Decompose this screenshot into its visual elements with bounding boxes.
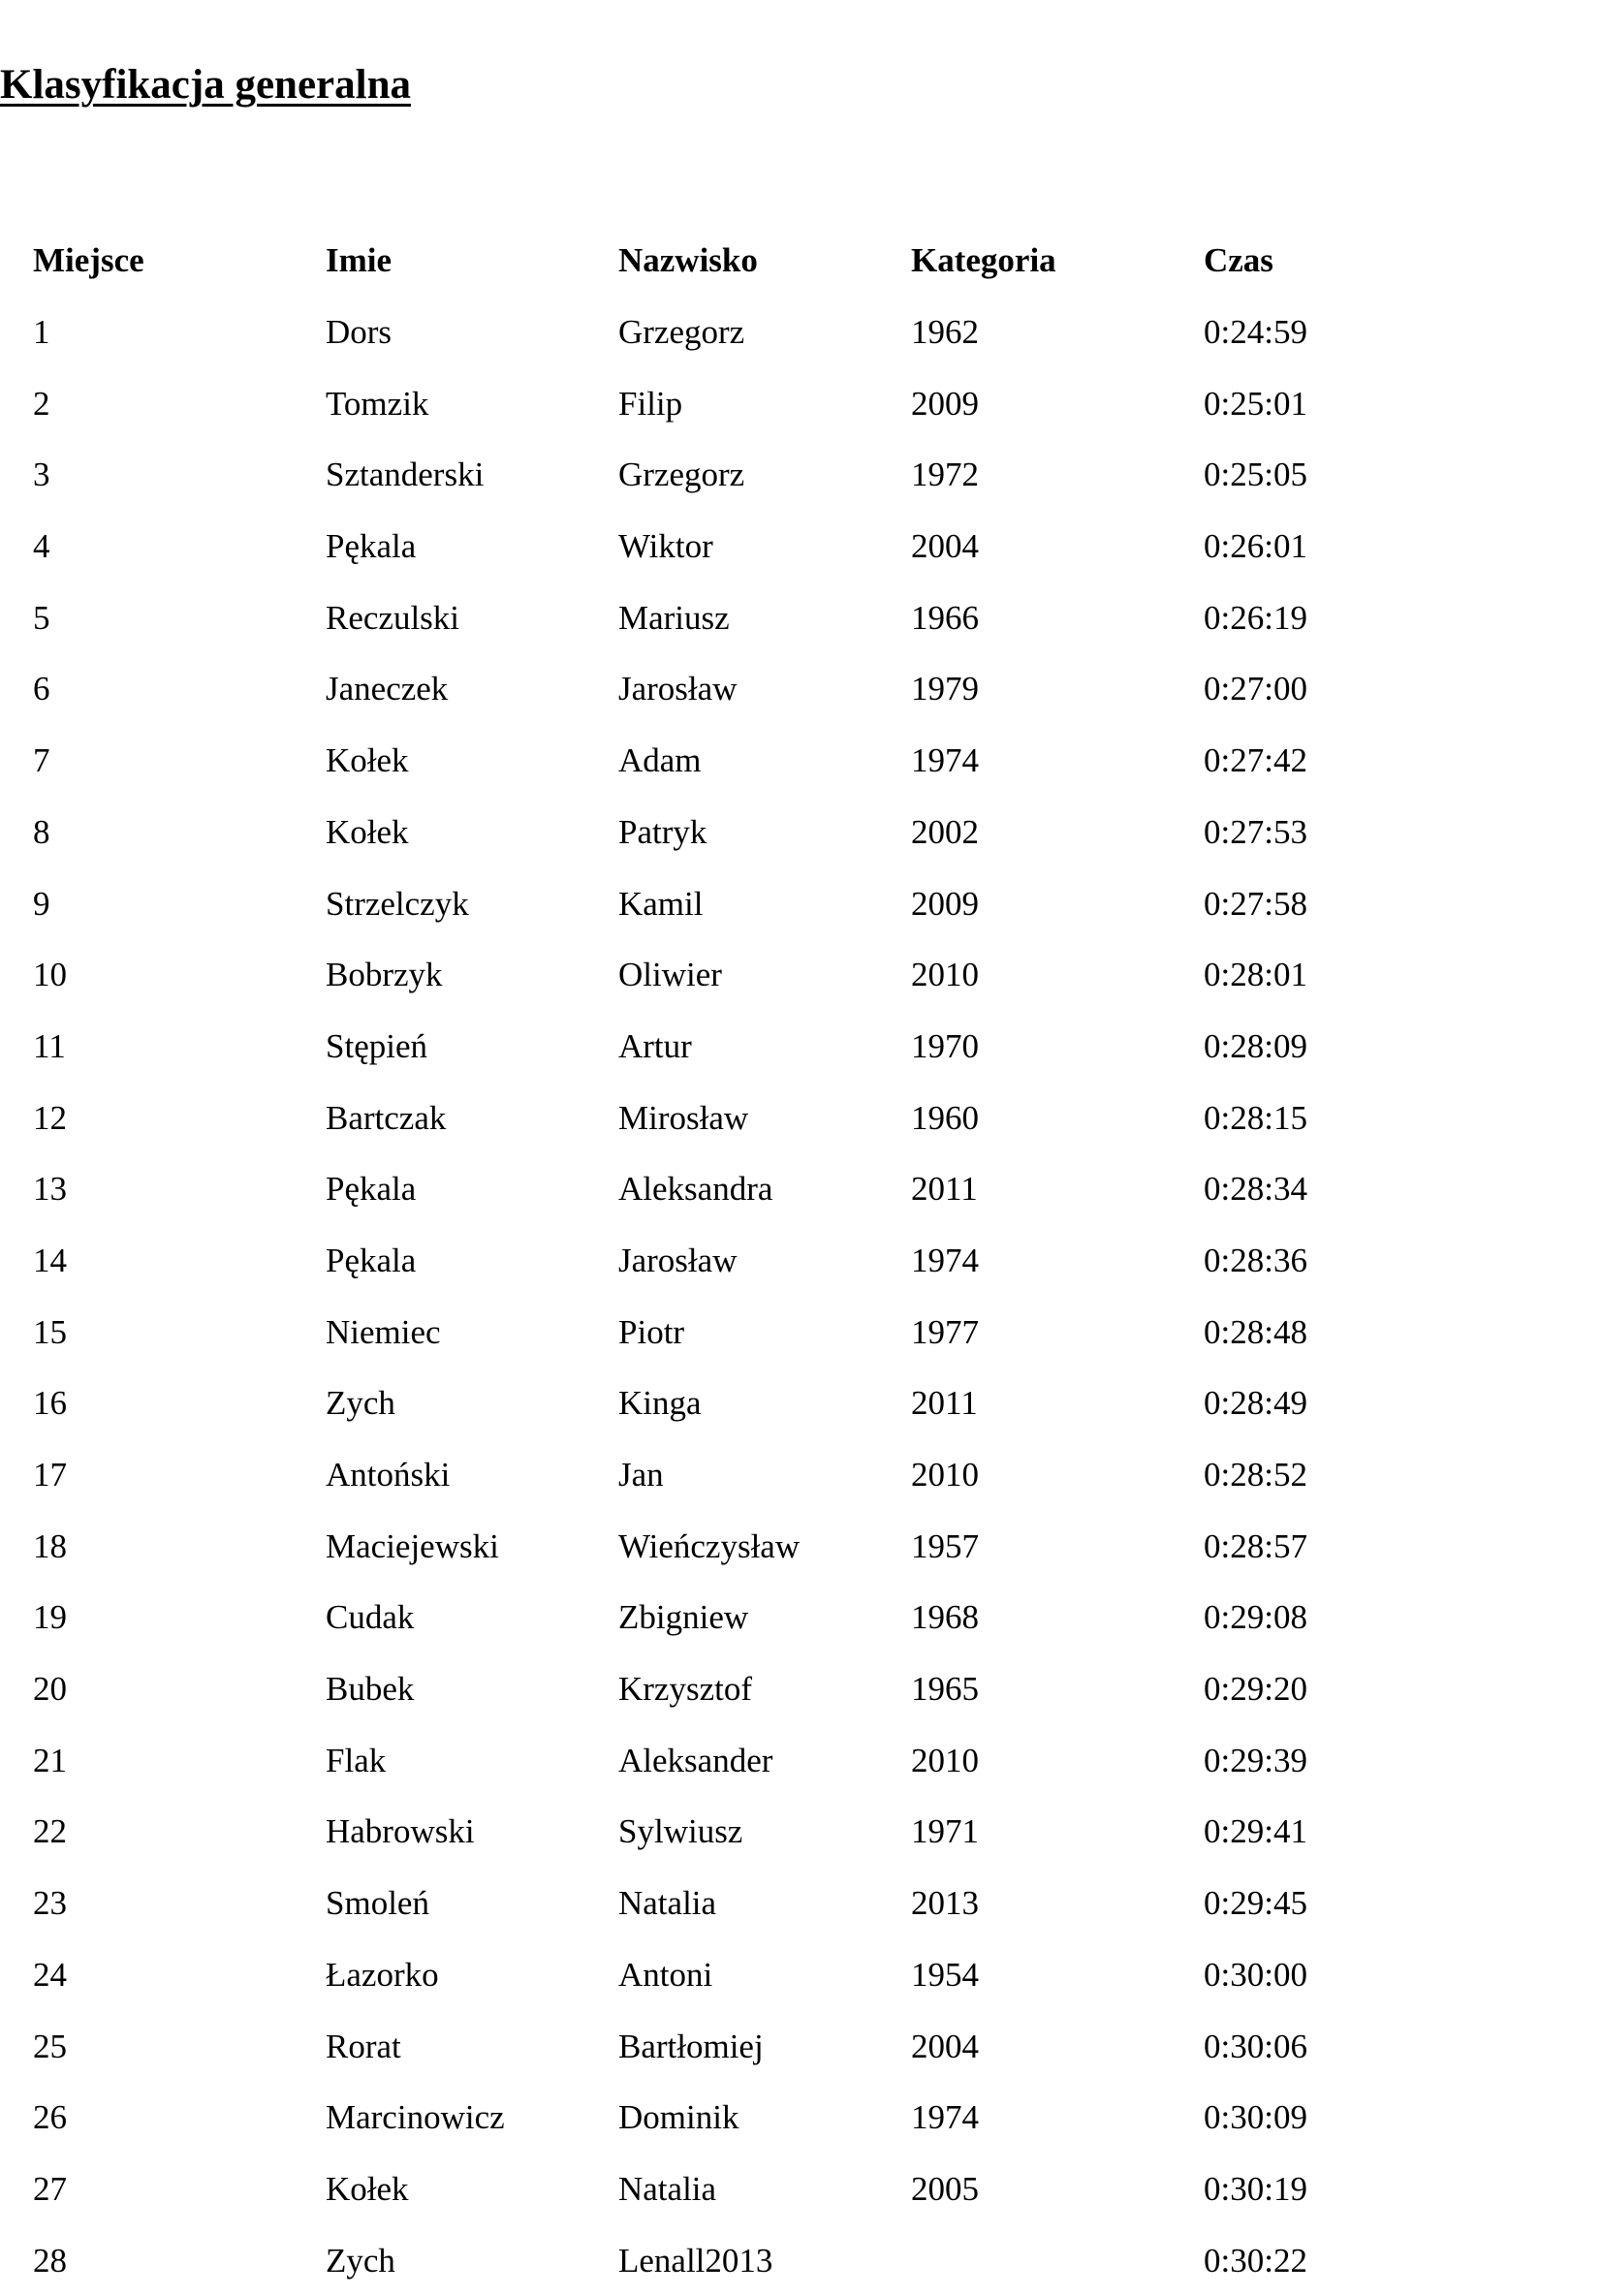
cell-czas: 0:28:34 <box>1204 1170 1307 1209</box>
cell-imie: Flak <box>326 1741 387 1779</box>
table-body <box>33 297 1351 2296</box>
cell-nazwisko: Sylwiusz <box>618 1812 743 1851</box>
cell-kategoria: 2011 <box>911 1170 978 1209</box>
cell-nazwisko: Kinga <box>618 1384 702 1423</box>
cell-czas: 0:28:09 <box>1204 1026 1307 1065</box>
cell-imie: Dors <box>326 313 393 352</box>
cell-nazwisko: Jan <box>618 1456 664 1494</box>
cell-kategoria: 1966 <box>911 598 979 637</box>
cell-kategoria: 1968 <box>911 1598 979 1637</box>
cell-miejsce: 19 <box>33 1598 67 1637</box>
cell-imie: Bobrzyk <box>326 956 443 994</box>
cell-nazwisko: Natalia <box>618 1884 717 1923</box>
cell-kategoria: 1972 <box>911 456 979 494</box>
cell-czas: 0:28:01 <box>1204 956 1307 994</box>
cell-imie: Bubek <box>326 1670 415 1709</box>
header-nazwisko: Nazwisko <box>618 241 758 280</box>
header-kategoria: Kategoria <box>911 241 1056 280</box>
cell-kategoria: 1962 <box>911 313 979 352</box>
cell-kategoria: 2004 <box>911 2027 979 2065</box>
cell-nazwisko: Filip <box>618 384 683 423</box>
cell-nazwisko: Patryk <box>618 812 707 851</box>
cell-czas: 0:30:06 <box>1204 2027 1307 2065</box>
cell-imie: Smoleń <box>326 1884 429 1923</box>
table-row <box>33 439 1351 511</box>
table-row <box>33 797 1351 868</box>
cell-miejsce: 12 <box>33 1098 67 1137</box>
cell-czas: 0:24:59 <box>1204 313 1307 352</box>
cell-nazwisko: Wieńczysław <box>618 1526 801 1565</box>
cell-nazwisko: Kamil <box>618 884 704 923</box>
table-row <box>33 1296 1351 1368</box>
cell-imie: Sztanderski <box>326 456 485 494</box>
table-row <box>33 1439 1351 1511</box>
table-row <box>33 1510 1351 1582</box>
cell-imie: Strzelczyk <box>326 884 469 923</box>
cell-kategoria: 1977 <box>911 1312 979 1351</box>
cell-miejsce: 26 <box>33 2098 67 2137</box>
cell-miejsce: 7 <box>33 741 50 780</box>
cell-imie: Janeczek <box>326 670 449 708</box>
cell-miejsce: 2 <box>33 384 50 423</box>
cell-czas: 0:28:52 <box>1204 1456 1307 1494</box>
cell-czas: 0:28:57 <box>1204 1526 1307 1565</box>
cell-miejsce: 8 <box>33 812 50 851</box>
cell-miejsce: 25 <box>33 2027 67 2065</box>
cell-imie: Habrowski <box>326 1812 475 1851</box>
cell-miejsce: 11 <box>33 1026 66 1065</box>
cell-miejsce: 6 <box>33 670 50 708</box>
cell-kategoria: 2010 <box>911 1741 979 1779</box>
cell-imie: Kołek <box>326 741 409 780</box>
header-miejsce: Miejsce <box>33 241 144 280</box>
cell-kategoria: 1979 <box>911 670 979 708</box>
cell-czas: 0:25:05 <box>1204 456 1307 494</box>
cell-imie: Pękala <box>326 1170 417 1209</box>
table-row <box>33 367 1351 439</box>
cell-imie: Bartczak <box>326 1098 447 1137</box>
cell-miejsce: 10 <box>33 956 67 994</box>
table-row <box>33 939 1351 1011</box>
cell-kategoria: 1974 <box>911 1241 979 1279</box>
table-row <box>33 2010 1351 2082</box>
cell-kategoria: 1971 <box>911 1812 979 1851</box>
cell-miejsce: 23 <box>33 1884 67 1923</box>
cell-imie: Cudak <box>326 1598 415 1637</box>
cell-miejsce: 4 <box>33 527 50 566</box>
cell-imie: Reczulski <box>326 598 460 637</box>
cell-miejsce: 14 <box>33 1241 67 1279</box>
cell-nazwisko: Oliwier <box>618 956 722 994</box>
cell-nazwisko: Grzegorz <box>618 313 745 352</box>
table-row <box>33 1368 1351 1439</box>
table-row <box>33 867 1351 939</box>
cell-miejsce: 16 <box>33 1384 67 1423</box>
cell-kategoria: 2009 <box>911 884 979 923</box>
cell-nazwisko: Natalia <box>618 2169 717 2208</box>
table-row <box>33 1724 1351 1796</box>
cell-czas: 0:27:42 <box>1204 741 1307 780</box>
table-row <box>33 1225 1351 1297</box>
table-row <box>33 2082 1351 2154</box>
table-row <box>33 1939 1351 2011</box>
cell-nazwisko: Zbigniew <box>618 1598 749 1637</box>
cell-kategoria: 1965 <box>911 1670 979 1709</box>
table-row <box>33 1653 1351 1725</box>
cell-kategoria: 2009 <box>911 384 979 423</box>
cell-nazwisko: Jarosław <box>618 670 738 708</box>
cell-czas: 0:26:19 <box>1204 598 1307 637</box>
cell-czas: 0:28:48 <box>1204 1312 1307 1351</box>
cell-czas: 0:29:45 <box>1204 1884 1307 1923</box>
cell-czas: 0:29:41 <box>1204 1812 1307 1851</box>
cell-nazwisko: Artur <box>618 1026 692 1065</box>
cell-kategoria: 2002 <box>911 812 979 851</box>
cell-imie: Pękala <box>326 1241 417 1279</box>
cell-kategoria: 2011 <box>911 1384 978 1423</box>
cell-nazwisko: Wiktor <box>618 527 713 566</box>
cell-imie: Tomzik <box>326 384 429 423</box>
cell-czas: 0:26:01 <box>1204 527 1307 566</box>
cell-czas: 0:27:00 <box>1204 670 1307 708</box>
cell-kategoria: 1957 <box>911 1526 979 1565</box>
cell-miejsce: 1 <box>33 313 50 352</box>
cell-czas: 0:29:08 <box>1204 1598 1307 1637</box>
cell-miejsce: 18 <box>33 1526 67 1565</box>
table-row <box>33 1582 1351 1653</box>
cell-miejsce: 17 <box>33 1456 67 1494</box>
cell-czas: 0:28:49 <box>1204 1384 1307 1423</box>
cell-czas: 0:29:20 <box>1204 1670 1307 1709</box>
cell-miejsce: 5 <box>33 598 50 637</box>
table-row <box>33 1796 1351 1868</box>
cell-imie: Zych <box>326 1384 395 1423</box>
cell-kategoria: 2010 <box>911 1456 979 1494</box>
cell-czas: 0:29:39 <box>1204 1741 1307 1779</box>
cell-czas: 0:30:22 <box>1204 2241 1307 2280</box>
cell-czas: 0:30:00 <box>1204 1955 1307 1994</box>
table-row <box>33 1153 1351 1225</box>
cell-kategoria: 1954 <box>911 1955 979 1994</box>
cell-miejsce: 28 <box>33 2241 67 2280</box>
cell-nazwisko: Piotr <box>618 1312 685 1351</box>
cell-czas: 0:28:36 <box>1204 1241 1307 1279</box>
cell-czas: 0:27:53 <box>1204 812 1307 851</box>
cell-nazwisko: Adam <box>618 741 702 780</box>
cell-miejsce: 24 <box>33 1955 67 1994</box>
cell-kategoria: 1974 <box>911 741 979 780</box>
cell-imie: Niemiec <box>326 1312 441 1351</box>
cell-czas: 0:25:01 <box>1204 384 1307 423</box>
cell-imie: Marcinowicz <box>326 2098 505 2137</box>
cell-miejsce: 9 <box>33 884 50 923</box>
cell-imie: Maciejewski <box>326 1526 499 1565</box>
table-row <box>33 653 1351 725</box>
cell-nazwisko: Aleksandra <box>618 1170 773 1209</box>
cell-nazwisko: Mariusz <box>618 598 730 637</box>
table-row <box>33 2224 1351 2296</box>
cell-imie: Rorat <box>326 2027 401 2065</box>
cell-nazwisko: Aleksander <box>618 1741 773 1779</box>
cell-imie: Antoński <box>326 1456 451 1494</box>
cell-nazwisko: Jarosław <box>618 1241 738 1279</box>
table-row <box>33 297 1351 368</box>
table-header-row <box>33 225 1351 297</box>
cell-kategoria: 2004 <box>911 527 979 566</box>
cell-imie: Kołek <box>326 2169 409 2208</box>
header-czas: Czas <box>1204 241 1273 280</box>
cell-imie: Kołek <box>326 812 409 851</box>
table-row <box>33 511 1351 582</box>
cell-kategoria: 2010 <box>911 956 979 994</box>
cell-miejsce: 20 <box>33 1670 67 1709</box>
cell-imie: Łazorko <box>326 1955 439 1994</box>
table-row <box>33 582 1351 653</box>
cell-nazwisko: Mirosław <box>618 1098 749 1137</box>
cell-miejsce: 27 <box>33 2169 67 2208</box>
cell-nazwisko: Dominik <box>618 2098 739 2137</box>
cell-kategoria: 1974 <box>911 2098 979 2137</box>
cell-kategoria: 2013 <box>911 1884 979 1923</box>
table-row <box>33 1011 1351 1083</box>
cell-nazwisko: Antoni <box>618 1955 713 1994</box>
cell-nazwisko: Bartłomiej <box>618 2027 764 2065</box>
cell-miejsce: 3 <box>33 456 50 494</box>
cell-imie: Zych <box>326 2241 395 2280</box>
cell-kategoria: 1970 <box>911 1026 979 1065</box>
cell-kategoria: 2005 <box>911 2169 979 2208</box>
cell-czas: 0:28:15 <box>1204 1098 1307 1137</box>
table-row <box>33 1868 1351 1939</box>
table-row <box>33 2154 1351 2225</box>
header-imie: Imie <box>326 241 393 280</box>
cell-czas: 0:27:58 <box>1204 884 1307 923</box>
cell-miejsce: 22 <box>33 1812 67 1851</box>
results-table <box>33 225 1351 2296</box>
cell-nazwisko: Lenall2013 <box>618 2241 773 2280</box>
cell-nazwisko: Krzysztof <box>618 1670 753 1709</box>
cell-miejsce: 21 <box>33 1741 67 1779</box>
cell-imie: Stępień <box>326 1026 427 1065</box>
cell-czas: 0:30:09 <box>1204 2098 1307 2137</box>
cell-nazwisko: Grzegorz <box>618 456 745 494</box>
table-row <box>33 725 1351 797</box>
cell-miejsce: 13 <box>33 1170 67 1209</box>
cell-miejsce: 15 <box>33 1312 67 1351</box>
table-row <box>33 1082 1351 1153</box>
page-title: Klasyfikacja generalna <box>0 62 411 108</box>
cell-imie: Pękala <box>326 527 417 566</box>
cell-czas: 0:30:19 <box>1204 2169 1307 2208</box>
cell-kategoria: 1960 <box>911 1098 979 1137</box>
